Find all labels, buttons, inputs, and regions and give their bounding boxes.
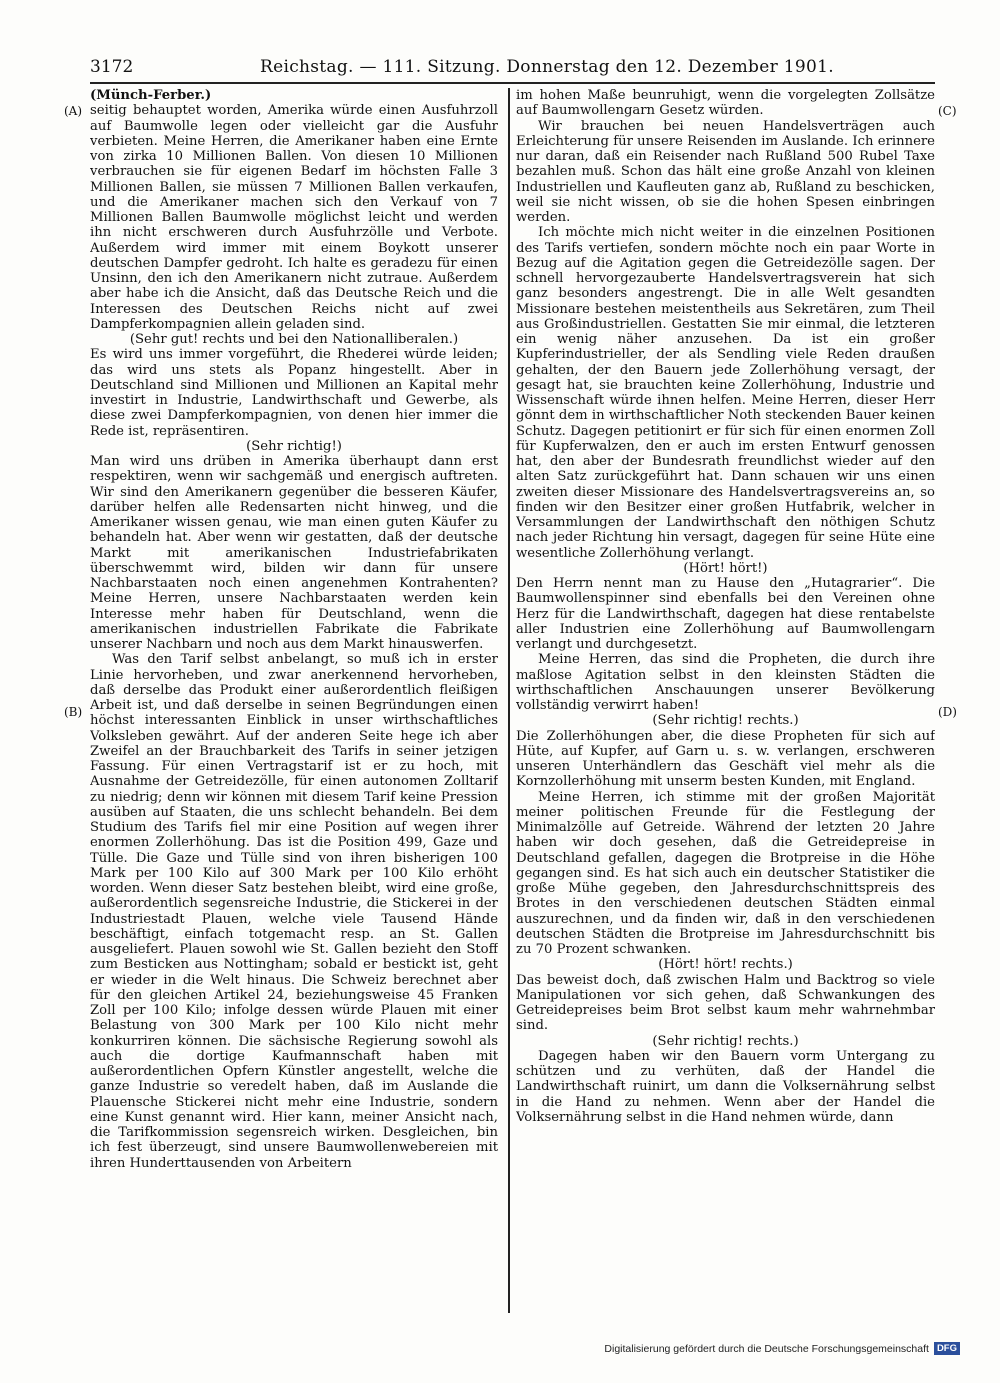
paragraph: Meine Herren, das sind die Propheten, die durch ihre maßlose Agitation selbst in den kleinsten Städten die wirthschaftlichen Anschauungen unserer Bevölkerung vollständig verwirrt haben! [516, 652, 935, 713]
funding-credit: Digitalisierung gefördert durch die Deutsche Forschungsgemeinschaft [604, 1342, 929, 1355]
running-title: Reichstag. — 111. Sitzung. Donnerstag den 12. Dezember 1901. [260, 57, 834, 77]
interjection: (Sehr richtig! rechts.) [652, 713, 799, 729]
margin-marker-d: (D) [938, 705, 957, 719]
margin-marker-b: (B) [64, 705, 83, 719]
paragraph: Es wird uns immer vorgeführt, die Rhederei würde leiden; das wird uns stets als Popanz hingestellt. Aber in Deutschland sind Millionen und Millionen an Kapital mehr investirt in Industrie, Landwirthschaft und Gewerbe, als diese zwei Dampferkompagnien, von denen hier immer die Rede ist, repräsentiren. [90, 347, 498, 439]
interjection: (Sehr richtig! rechts.) [652, 1033, 799, 1049]
left-column [90, 88, 498, 1318]
paragraph: Ich möchte mich nicht weiter in die einzelnen Positionen des Tarifs vertiefen, sondern möchte noch ein paar Worte in Bezug auf die Agitation gegen die Getreidezölle sagen. Der schnell hervorgezauberte Handelsvertragsverein hat sich ganz besonders angestrengt. Die in alle Welt gesandten Missionare bestehen meistentheils aus Sekretären, zum Theil aus Großindustriellen. Gestatten Sie mir einmal, die letzteren ein wenig näher anzusehen. Da ist ein großer Kupferindustrieller, der als Sendling viele Reden draußen gehalten, der den Bauern jede Zollerhöhung versagt, der gesagt hat, sie brauchten keine Zollerhöhung, Industrie und Wissenschaft würde ihnen helfen. Meine Herren, dieser Herr gönnt dem in wirthschaftlicher Noth steckenden Bauer keinen Schutz. Dagegen petitionirt er für sich für einen enormen Zoll für Kupferwalzen, den er auch im ersten Entwurf genossen hat, den aber der Bundesrath freundlichst wieder auf den alten Satz zurückgeführt hat. Dann schauen wir uns einen zweiten dieser Missionare des Handelsvertragsvereins an, so finden wir den Besitzer einer großen Hutfabrik, welcher in Versammlungen der Landwirthschaft den nöthigen Schutz nach jeder Richtung hin versagt, dagegen für seine Hüte eine wesentliche Zollerhöhung verlangt. [516, 225, 935, 561]
column-rule [508, 88, 510, 1313]
speaker-name: (Münch-Ferber.) [90, 88, 212, 103]
interjection: (Sehr richtig!) [246, 438, 342, 454]
paragraph: Was den Tarif selbst anbelangt, so muß ich in erster Linie hervorheben, und zwar anerkennend hervorheben, daß derselbe das Produkt einer außerordentlich fleißigen Arbeit ist, und daß derselbe in seinen Begründungen einen höchst interessanten Einblick in unser wirthschaftliches Volksleben gewährt. Auf der anderen Seite hege ich aber Zweifel an der Brauchbarkeit des Tarifs in seiner jetzigen Fassung. Für einen Vertragstarif ist er zu hoch, mit Ausnahme der Getreidezölle, für einen autonomen Zolltarif zu niedrig; denn wir können mit diesem Tarif keine Pression ausüben auf Staaten, die uns schlecht behandeln. Bei dem Studium des Tarifs fiel mir eine Position auf wegen ihrer enormen Zollerhöhung. Das ist die Position 499, Gaze und Tülle. Die Gaze und Tülle sind von ihren bisherigen 100 Mark per 100 Kilo auf 300 Mark per 100 Kilo erhöht worden. Wenn dieser Satz bestehen bleibt, wird eine große, außerordentlich segensreiche Industrie, die Stickerei in der Industriestadt Plauen, welche viele Tausend Hände beschäftigt, einfach totgemacht resp. an St. Gallen ausgeliefert. Plauen sowohl wie St. Gallen bezieht den Stoff zum Besticken aus Nottingham; sobald er bestickt ist, geht er wieder in die Welt hinaus. Die Schweiz berechnet aber für den gleichen Artikel 24, beziehungsweise 45 Franken Zoll per 100 Kilo; infolge dessen würde Plauen mit einer Belastung von 300 Mark per 100 Kilo nicht mehr konkurriren können. Die sächsische Regierung sowohl als auch die dortige Kaufmannschaft haben mit außerordentlichen Opfern Künstler angestellt, welche die ganze Industrie so veredelt haben, daß im Auslande die Plauensche Stickerei nicht mehr eine Industrie, sondern eine Kunst genannt wird. Hier kann, meiner Ansicht nach, die Tarifkommission segensreich wirken. Desgleichen, bin ich fest überzeugt, sind unsere Baumwollenwebereien mit ihren Hunderttausenden von Arbeitern [90, 652, 498, 1171]
footer-credit [604, 1342, 960, 1355]
paragraph: im hohen Maße beunruhigt, wenn die vorgelegten Zollsätze auf Baumwollengarn Gesetz würden. [516, 88, 935, 119]
paragraph: Den Herrn nennt man zu Hause den „Hutagrarier“. Die Baumwollenspinner sind ebenfalls bei den Vereinen ohne Herz für die Landwirthschaft, dagegen hat diese rentabelste aller Industrien eine Zollerhöhung auf Baumwollengarn verlangt und durchgesetzt. [516, 576, 935, 652]
page-header [90, 55, 930, 83]
right-column [516, 88, 935, 1318]
paragraph: seitig behauptet worden, Amerika würde einen Ausfuhrzoll auf Baumwolle legen oder vielleicht gar die Ausfuhr verbieten. Meine Herren, die Amerikaner haben eine Ernte von zirka 10 Millionen Ballen. Von diesen 10 Millionen verbrauchen sie für eigenen Bedarf im höchsten Falle 3 Millionen Ballen, sie müssen 7 Millionen Ballen verkaufen, und die Amerikaner machen sich den Verkauf von 7 Millionen Ballen Baumwolle möglichst leicht und werden ihn nicht erschweren durch Ausfuhrzölle und Verbote. Außerdem wird immer mit einem Boykott unserer deutschen Dampfer gedroht. Ich halte es geradezu für einen Unsinn, den ich den Amerikanern nicht zutraue. Außerdem aber habe ich die Ansicht, daß das Deutsche Reich und die Interessen des Deutschen Reichs nicht auf zwei Dampferkompagnien allein geladen sind. [90, 103, 498, 332]
margin-marker-a: (A) [64, 104, 83, 118]
page-number: 3172 [90, 57, 134, 77]
header-rule [90, 82, 935, 84]
dfg-logo: DFG [934, 1342, 960, 1355]
paragraph: Wir brauchen bei neuen Handelsverträgen auch Erleichterung für unsere Reisenden im Auslande. Ich erinnere nur daran, daß ein Reisender nach Rußland 500 Rubel Taxe bezahlen muß. Schon das hält eine große Anzahl von kleinen Industriellen und Kaufleuten ganz ab, Rußland zu beschicken, weil sie nicht wissen, ob sie die hohen Spesen einbringen werden. [516, 118, 935, 225]
paragraph: Man wird uns drüben in Amerika überhaupt dann erst respektiren, wenn wir sachgemäß und energisch auftreten. Wir sind den Amerikanern gegenüber die besseren Käufer, darüber helfen alle Redensarten nicht hinweg, und die Amerikaner wissen genau, wie man einen guten Käufer zu behandeln hat. Aber wenn wir gestatten, daß der deutsche Markt mit amerikanischen Industriefabrikaten überschwemmt wird, bilden wir dann für unsere Nachbarstaaten noch einen angenehmen Kontrahenten? Meine Herren, unsere Nachbarstaaten werden kein Interesse mehr haben für Deutschland, wenn die amerikanischen industriellen Fabrikate die Fabrikate unserer Nachbarn und noch aus dem Markt hinauswerfen. [90, 454, 498, 652]
interjection: (Hört! hört!) [683, 560, 768, 576]
paragraph: Meine Herren, ich stimme mit der großen Majorität meiner politischen Freunde für die Festlegung der Minimalzölle auf Getreide. Während der letzten 20 Jahre haben wir doch gesehen, daß die Getreidepreise in Deutschland gefallen, dagegen die Brotpreise in die Höhe gegangen sind. Es hat sich auch ein deutscher Statistiker die große Mühe gegeben, den Jahresdurchschnittspreis des Brotes in den verschiedenen deutschen Städten einmal auszurechnen, und da finden wir, daß in den verschiedenen deutschen Städten die Brotpreise im Jahresdurchschnitt bis zu 70 Prozent schwanken. [516, 789, 935, 957]
margin-marker-c: (C) [938, 104, 957, 118]
interjection: (Sehr gut! rechts und bei den Nationalliberalen.) [129, 332, 459, 347]
paragraph: Dagegen haben wir den Bauern vorm Untergang zu schützen und zu verhüten, daß der Handel die Landwirthschaft ruinirt, um dann die Volksernährung selbst in die Hand zu nehmen. Wenn aber der Handel die Volksernährung selbst in die Hand nehmen würde, dann [516, 1048, 935, 1125]
paragraph: Die Zollerhöhungen aber, die diese Propheten für sich auf Hüte, auf Kupfer, auf Garn u. s. w. verlangen, erschweren unseren Unterhändlern das Geschäft viel mehr als die Kornzollerhöhung mit unserm besten Kunden, mit England. [516, 728, 935, 790]
interjection: (Hört! hört! rechts.) [658, 957, 793, 973]
paragraph: Das beweist doch, daß zwischen Halm und Backtrog so viele Manipulationen vor sich gehen, daß Schwankungen des Getreidepreises beim Brot selbst kaum mehr wahrnehmbar sind. [516, 972, 935, 1034]
